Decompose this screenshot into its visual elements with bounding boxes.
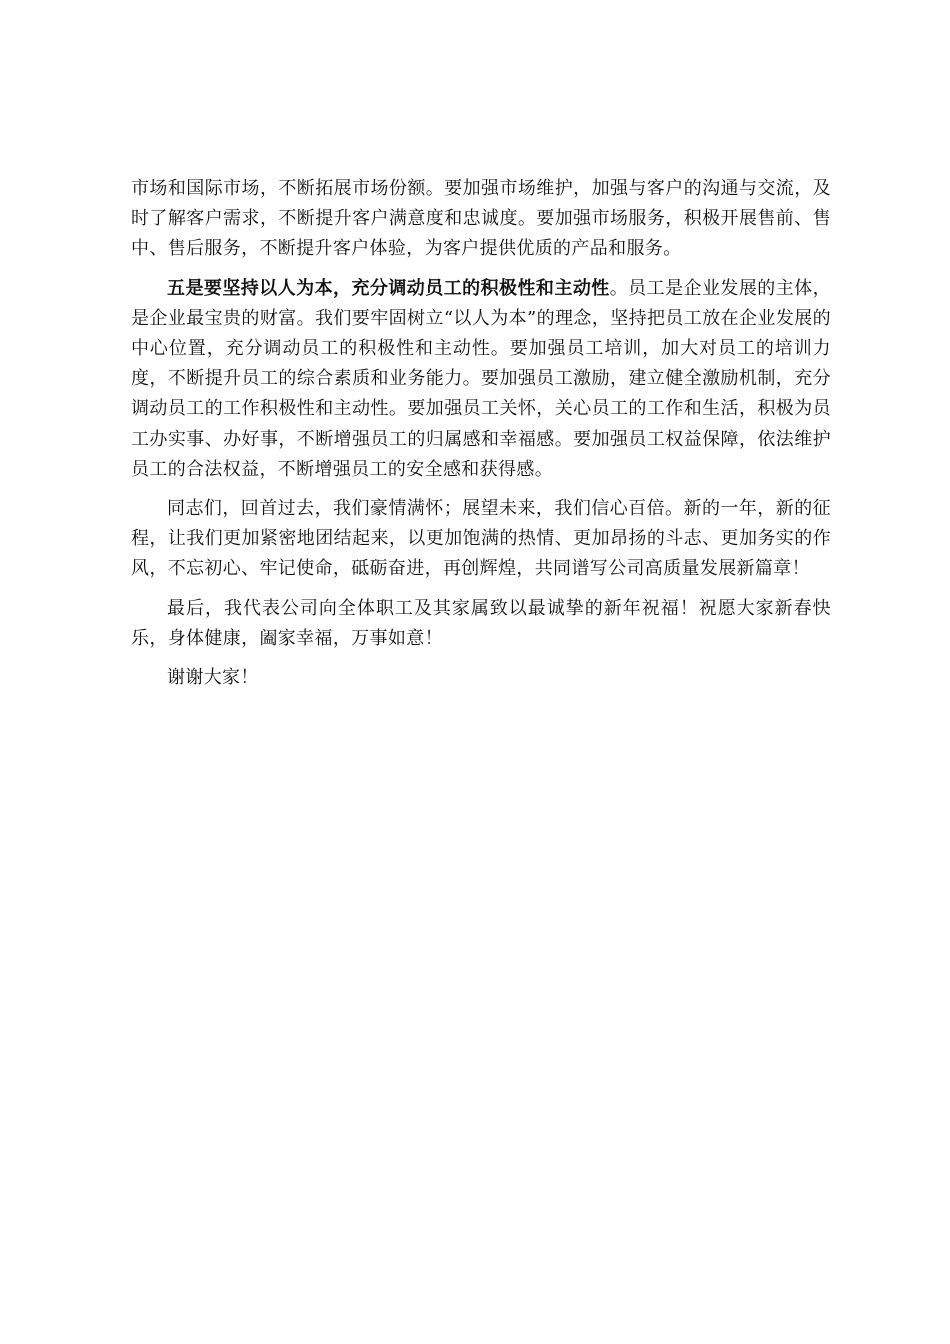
document-body: [131, 174, 831, 702]
paragraph-text: 市场和国际市场，不断拓展市场份额。要加强市场维护，加强与客户的沟通与交流，及时了解客户需求，不断提升客户满意度和忠诚度。要加强市场服务，积极开展售前、售中、售后服务，不断提升客户体验，为客户提供优质的产品和服务。: [131, 178, 831, 260]
paragraph-market-continuation: [131, 174, 831, 265]
paragraph-people-oriented: [131, 274, 831, 485]
paragraph-text: 同志们，回首过去，我们豪情满怀；展望未来，我们信心百倍。新的一年，新的征程，让我们更加紧密地团结起来，以更加饱满的热情、更加昂扬的斗志、更加务实的作风，不忘初心、牢记使命，砥砺奋进，再创辉煌，共同谱写公司高质量发展新篇章！: [131, 498, 831, 580]
paragraph-text: 最后，我代表公司向全体职工及其家属致以最诚挚的新年祝福！祝愿大家新春快乐，身体健康，阖家幸福，万事如意！: [131, 597, 831, 649]
paragraph-new-year-wishes: [131, 594, 831, 654]
paragraph-comrades: [131, 494, 831, 585]
paragraph-thanks: [131, 663, 831, 693]
paragraph-text: 。员工是企业发展的主体，是企业最宝贵的财富。我们要牢固树立“以人为本”的理念，坚持把员工放在企业发展的中心位置，充分调动员工的积极性和主动性。要加强员工培训，加大对员工的培训力度，不断提升员工的综合素质和业务能力。要加强员工激励，建立健全激励机制，充分调动员工的工作积极性和主动性。要加强员工关怀，关心员工的工作和生活，积极为员工办实事、办好事，不断增强员工的归属感和幸福感。要加强员工权益保障，依法维护员工的合法权益，不断增强员工的安全感和获得感。: [131, 277, 831, 480]
paragraph-bold-heading: 五是要坚持以人为本，充分调动员工的积极性和主动性: [167, 277, 610, 299]
paragraph-text: 谢谢大家！: [167, 667, 259, 689]
